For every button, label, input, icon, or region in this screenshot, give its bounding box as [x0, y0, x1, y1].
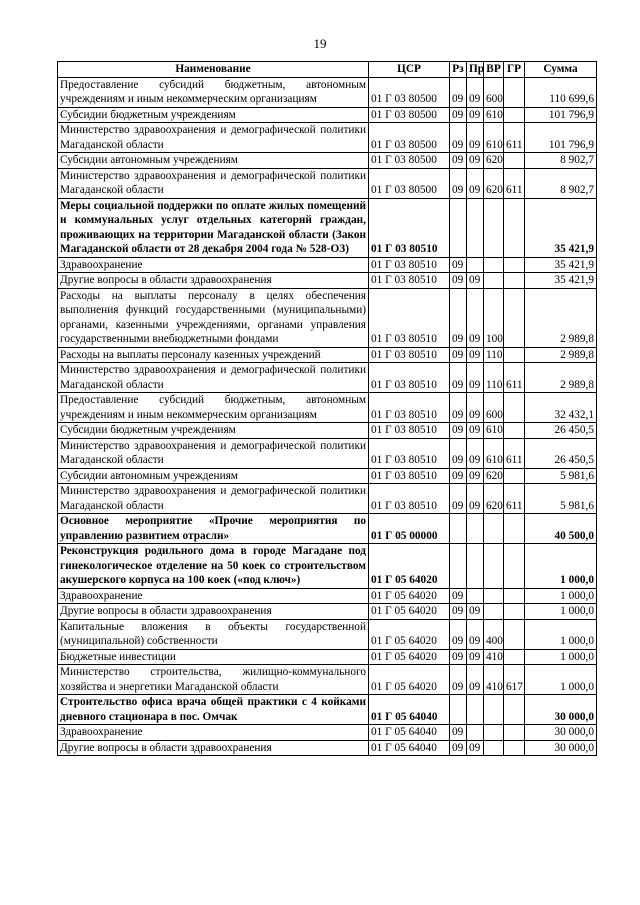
vr-cell [484, 198, 504, 257]
vr-cell: 610 [484, 123, 504, 153]
rz-cell: 09 [450, 740, 467, 756]
pr-cell: 09 [467, 168, 484, 198]
vr-cell [484, 725, 504, 741]
table-row [58, 649, 597, 665]
sum-cell: 40 500,0 [525, 514, 597, 544]
csr-cell: 01 Г 05 64040 [369, 740, 450, 756]
name-cell: Министерство здравоохранения и демографической политики Магаданской области [58, 438, 369, 468]
gr-cell [504, 725, 525, 741]
table-row [58, 438, 597, 468]
csr-cell: 01 Г 03 80500 [369, 168, 450, 198]
pr-cell: 09 [467, 123, 484, 153]
header-csr: ЦСР [369, 62, 450, 78]
header-rz: Рз [450, 62, 467, 78]
pr-cell: 09 [467, 468, 484, 484]
name-cell: Другие вопросы в области здравоохранения [58, 740, 369, 756]
gr-cell [504, 588, 525, 604]
header-row [58, 62, 597, 78]
pr-cell: 09 [467, 438, 484, 468]
name-cell: Расходы на выплаты персоналу казенных учреждений [58, 347, 369, 363]
csr-cell: 01 Г 03 80510 [369, 347, 450, 363]
rz-cell: 09 [450, 363, 467, 393]
pr-cell: 09 [467, 665, 484, 695]
table-row [58, 665, 597, 695]
gr-cell [504, 273, 525, 289]
sum-cell: 1 000,0 [525, 604, 597, 620]
vr-cell: 620 [484, 484, 504, 514]
rz-cell: 09 [450, 665, 467, 695]
pr-cell: 09 [467, 273, 484, 289]
rz-cell: 09 [450, 588, 467, 604]
vr-cell: 410 [484, 649, 504, 665]
pr-cell [467, 544, 484, 589]
rz-cell: 09 [450, 123, 467, 153]
csr-cell: 01 Г 05 64020 [369, 604, 450, 620]
sum-cell: 2 989,8 [525, 288, 597, 347]
table-row [58, 107, 597, 123]
csr-cell: 01 Г 03 80510 [369, 468, 450, 484]
vr-cell: 400 [484, 619, 504, 649]
table-row [58, 363, 597, 393]
rz-cell: 09 [450, 168, 467, 198]
rz-cell [450, 198, 467, 257]
vr-cell [484, 257, 504, 273]
gr-cell: 611 [504, 438, 525, 468]
rz-cell: 09 [450, 725, 467, 741]
sum-cell: 32 432,1 [525, 393, 597, 423]
sum-cell: 110 699,6 [525, 77, 597, 107]
pr-cell: 09 [467, 77, 484, 107]
table-row [58, 153, 597, 169]
rz-cell: 09 [450, 468, 467, 484]
rz-cell: 09 [450, 257, 467, 273]
name-cell: Меры социальной поддержки по оплате жилых помещений и коммунальных услуг отдельных категорий граждан, проживающих на территории Магаданской области (Закон Магаданской области от 28 декабря 2004 года № 528-ОЗ) [58, 198, 369, 257]
pr-cell: 09 [467, 604, 484, 620]
vr-cell: 620 [484, 168, 504, 198]
vr-cell: 600 [484, 393, 504, 423]
csr-cell: 01 Г 03 80500 [369, 107, 450, 123]
table-row [58, 198, 597, 257]
rz-cell: 09 [450, 273, 467, 289]
name-cell: Министерство строительства, жилищно-коммунального хозяйства и энергетики Магаданской области [58, 665, 369, 695]
gr-cell [504, 153, 525, 169]
gr-cell: 611 [504, 363, 525, 393]
name-cell: Министерство здравоохранения и демографической политики Магаданской области [58, 363, 369, 393]
name-cell: Субсидии бюджетным учреждениям [58, 107, 369, 123]
pr-cell: 09 [467, 363, 484, 393]
table-row [58, 604, 597, 620]
vr-cell: 110 [484, 363, 504, 393]
csr-cell: 01 Г 03 80510 [369, 423, 450, 439]
table-row [58, 725, 597, 741]
csr-cell: 01 Г 03 80510 [369, 438, 450, 468]
table-row [58, 484, 597, 514]
gr-cell [504, 619, 525, 649]
vr-cell [484, 695, 504, 725]
name-cell: Субсидии автономным учреждениям [58, 153, 369, 169]
sum-cell: 2 989,8 [525, 347, 597, 363]
vr-cell: 610 [484, 107, 504, 123]
sum-cell: 8 902,7 [525, 168, 597, 198]
pr-cell [467, 588, 484, 604]
vr-cell: 620 [484, 468, 504, 484]
sum-cell: 26 450,5 [525, 438, 597, 468]
vr-cell [484, 604, 504, 620]
vr-cell: 410 [484, 665, 504, 695]
name-cell: Министерство здравоохранения и демографической политики Магаданской области [58, 123, 369, 153]
header-gr: ГР [504, 62, 525, 78]
vr-cell [484, 544, 504, 589]
rz-cell: 09 [450, 649, 467, 665]
vr-cell [484, 740, 504, 756]
rz-cell: 09 [450, 77, 467, 107]
name-cell: Субсидии бюджетным учреждениям [58, 423, 369, 439]
csr-cell: 01 Г 05 64040 [369, 725, 450, 741]
vr-cell: 620 [484, 153, 504, 169]
name-cell: Другие вопросы в области здравоохранения [58, 604, 369, 620]
pr-cell: 09 [467, 484, 484, 514]
sum-cell: 1 000,0 [525, 588, 597, 604]
pr-cell: 09 [467, 393, 484, 423]
table-row [58, 77, 597, 107]
gr-cell [504, 544, 525, 589]
name-cell: Предоставление субсидий бюджетным, автономным учреждениям и иным некоммерческим организациям [58, 77, 369, 107]
csr-cell: 01 Г 03 80510 [369, 393, 450, 423]
name-cell: Министерство здравоохранения и демографической политики Магаданской области [58, 168, 369, 198]
vr-cell: 100 [484, 288, 504, 347]
sum-cell: 101 796,9 [525, 107, 597, 123]
gr-cell [504, 514, 525, 544]
csr-cell: 01 Г 05 64040 [369, 695, 450, 725]
page-number: 19 [313, 36, 327, 51]
rz-cell: 09 [450, 153, 467, 169]
sum-cell: 1 000,0 [525, 649, 597, 665]
table-row [58, 619, 597, 649]
sum-cell: 1 000,0 [525, 619, 597, 649]
name-cell: Здравоохранение [58, 588, 369, 604]
name-cell: Бюджетные инвестиции [58, 649, 369, 665]
gr-cell [504, 393, 525, 423]
pr-cell: 09 [467, 347, 484, 363]
header-sum: Сумма [525, 62, 597, 78]
rz-cell: 09 [450, 604, 467, 620]
table-row [58, 168, 597, 198]
name-cell: Реконструкция родильного дома в городе Магадане под гинекологическое отделение на 50 коек со строительством акушерского корпуса на 100 коек («под ключ») [58, 544, 369, 589]
rz-cell: 09 [450, 107, 467, 123]
gr-cell: 611 [504, 168, 525, 198]
rz-cell: 09 [450, 438, 467, 468]
rz-cell [450, 695, 467, 725]
csr-cell: 01 Г 05 64020 [369, 665, 450, 695]
gr-cell [504, 740, 525, 756]
rz-cell: 09 [450, 619, 467, 649]
csr-cell: 01 Г 03 80510 [369, 198, 450, 257]
gr-cell: 611 [504, 123, 525, 153]
gr-cell [504, 604, 525, 620]
pr-cell [467, 198, 484, 257]
table-row [58, 544, 597, 589]
gr-cell: 611 [504, 484, 525, 514]
pr-cell: 09 [467, 649, 484, 665]
sum-cell: 35 421,9 [525, 273, 597, 289]
gr-cell [504, 198, 525, 257]
csr-cell: 01 Г 05 64020 [369, 588, 450, 604]
sum-cell: 35 421,9 [525, 257, 597, 273]
pr-cell: 09 [467, 619, 484, 649]
csr-cell: 01 Г 03 80500 [369, 77, 450, 107]
table-row [58, 123, 597, 153]
csr-cell: 01 Г 03 80510 [369, 288, 450, 347]
pr-cell: 09 [467, 423, 484, 439]
gr-cell [504, 423, 525, 439]
table-row [58, 468, 597, 484]
name-cell: Здравоохранение [58, 257, 369, 273]
csr-cell: 01 Г 03 80510 [369, 363, 450, 393]
csr-cell: 01 Г 03 80500 [369, 153, 450, 169]
gr-cell [504, 695, 525, 725]
pr-cell: 09 [467, 740, 484, 756]
pr-cell [467, 257, 484, 273]
budget-table [57, 61, 597, 756]
sum-cell: 2 989,8 [525, 363, 597, 393]
sum-cell: 30 000,0 [525, 740, 597, 756]
name-cell: Другие вопросы в области здравоохранения [58, 273, 369, 289]
gr-cell: 617 [504, 665, 525, 695]
sum-cell: 5 981,6 [525, 484, 597, 514]
pr-cell: 09 [467, 153, 484, 169]
rz-cell: 09 [450, 393, 467, 423]
name-cell: Расходы на выплаты персоналу в целях обеспечения выполнения функций государственными (муниципальными) органами, казенными учреждениями, органами управления государственными внебюджетными фондами [58, 288, 369, 347]
csr-cell: 01 Г 03 80510 [369, 273, 450, 289]
rz-cell [450, 514, 467, 544]
table-row [58, 588, 597, 604]
vr-cell [484, 273, 504, 289]
csr-cell: 01 Г 05 64020 [369, 619, 450, 649]
gr-cell [504, 107, 525, 123]
sum-cell: 1 000,0 [525, 544, 597, 589]
name-cell: Предоставление субсидий бюджетным, автономным учреждениям и иным некоммерческим организациям [58, 393, 369, 423]
name-cell: Здравоохранение [58, 725, 369, 741]
gr-cell [504, 468, 525, 484]
pr-cell [467, 725, 484, 741]
table-row [58, 695, 597, 725]
pr-cell: 09 [467, 288, 484, 347]
gr-cell [504, 288, 525, 347]
sum-cell: 26 450,5 [525, 423, 597, 439]
pr-cell [467, 514, 484, 544]
vr-cell: 110 [484, 347, 504, 363]
rz-cell: 09 [450, 423, 467, 439]
sum-cell: 30 000,0 [525, 695, 597, 725]
header-name: Наименование [58, 62, 369, 78]
sum-cell: 5 981,6 [525, 468, 597, 484]
rz-cell: 09 [450, 484, 467, 514]
gr-cell [504, 649, 525, 665]
sum-cell: 30 000,0 [525, 725, 597, 741]
csr-cell: 01 Г 03 80510 [369, 257, 450, 273]
table-row [58, 257, 597, 273]
header-pr: Пр [467, 62, 484, 78]
rz-cell: 09 [450, 288, 467, 347]
rz-cell [450, 544, 467, 589]
gr-cell [504, 77, 525, 107]
csr-cell: 01 Г 03 80500 [369, 123, 450, 153]
vr-cell [484, 588, 504, 604]
csr-cell: 01 Г 05 64020 [369, 649, 450, 665]
csr-cell: 01 Г 05 00000 [369, 514, 450, 544]
name-cell: Основное мероприятие «Прочие мероприятия по управлению развитием отрасли» [58, 514, 369, 544]
sum-cell: 101 796,9 [525, 123, 597, 153]
name-cell: Капитальные вложения в объекты государственной (муниципальной) собственности [58, 619, 369, 649]
table-row [58, 514, 597, 544]
csr-cell: 01 Г 05 64020 [369, 544, 450, 589]
vr-cell: 600 [484, 77, 504, 107]
table-row [58, 288, 597, 347]
pr-cell [467, 695, 484, 725]
header-vr: ВР [484, 62, 504, 78]
sum-cell: 1 000,0 [525, 665, 597, 695]
table-row [58, 347, 597, 363]
csr-cell: 01 Г 03 80510 [369, 484, 450, 514]
gr-cell [504, 347, 525, 363]
vr-cell: 610 [484, 438, 504, 468]
name-cell: Строительство офиса врача общей практики с 4 койками дневного стационара в пос. Омчак [58, 695, 369, 725]
table-row [58, 740, 597, 756]
sum-cell: 8 902,7 [525, 153, 597, 169]
vr-cell [484, 514, 504, 544]
pr-cell: 09 [467, 107, 484, 123]
gr-cell [504, 257, 525, 273]
table-row [58, 393, 597, 423]
rz-cell: 09 [450, 347, 467, 363]
name-cell: Министерство здравоохранения и демографической политики Магаданской области [58, 484, 369, 514]
sum-cell: 35 421,9 [525, 198, 597, 257]
table-row [58, 423, 597, 439]
vr-cell: 610 [484, 423, 504, 439]
name-cell: Субсидии автономным учреждениям [58, 468, 369, 484]
table-row [58, 273, 597, 289]
